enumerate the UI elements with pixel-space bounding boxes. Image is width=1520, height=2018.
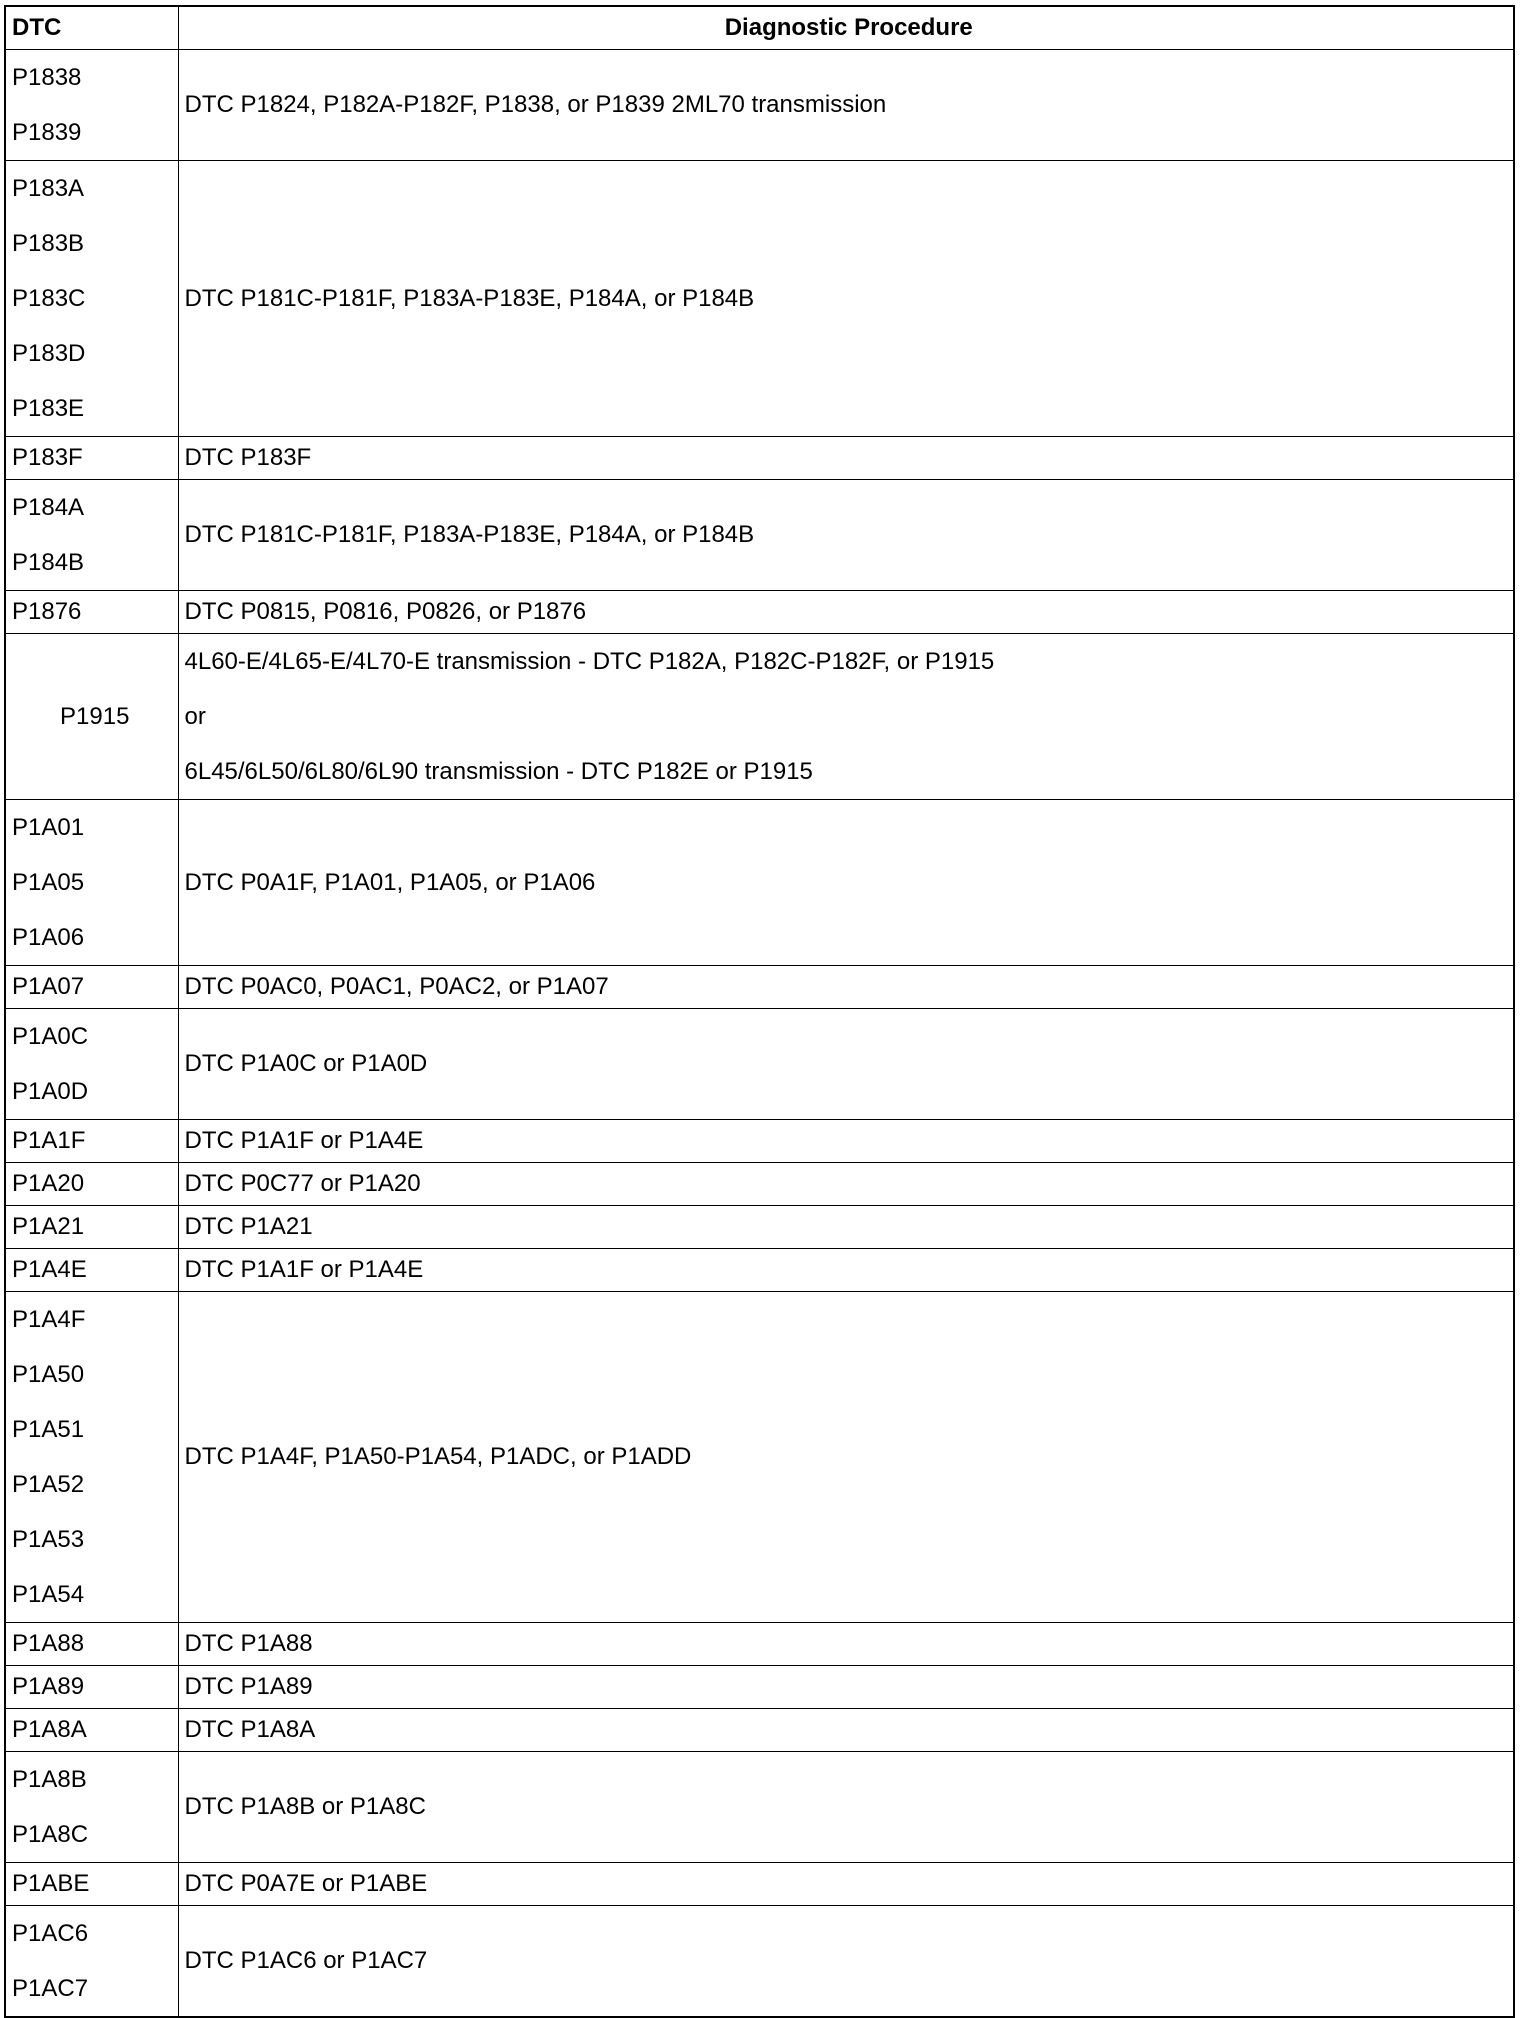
- table-row: [5, 1666, 1514, 1709]
- diagnostic-procedure-cell: [178, 591, 1514, 634]
- dtc-code: P183F: [12, 444, 83, 471]
- dtc-code-cell: [5, 634, 178, 800]
- dtc-code: P1A05: [12, 869, 85, 896]
- dtc-code: P1A88: [12, 1630, 85, 1657]
- table-row: [5, 480, 1514, 591]
- dtc-code-cell: [5, 480, 178, 591]
- dtc-code: P1915: [60, 702, 130, 730]
- table-row: [5, 1206, 1514, 1249]
- diagnostic-procedure-text: DTC P0C77 or P1A20: [184, 1170, 421, 1197]
- dtc-code: P1A52: [12, 1471, 85, 1498]
- dtc-code: P1A50: [12, 1361, 85, 1388]
- dtc-code: P183B: [12, 230, 85, 257]
- table-row: [5, 1120, 1514, 1163]
- dtc-code: P1A1F: [12, 1127, 86, 1154]
- dtc-code: P1A07: [12, 973, 85, 1000]
- dtc-code: P1AC7: [12, 1975, 89, 2002]
- dtc-code-cell: [5, 1863, 178, 1906]
- dtc-code: P184A: [12, 494, 85, 521]
- diagnostic-procedure-text: DTC P1A1F or P1A4E: [184, 1127, 424, 1154]
- diagnostic-procedure-cell: [178, 50, 1514, 161]
- dtc-code-cell: [5, 1120, 178, 1163]
- diagnostic-procedure-cell: [178, 1666, 1514, 1709]
- dtc-code: P1A4F: [12, 1306, 86, 1333]
- dtc-code-cell: [5, 966, 178, 1009]
- diagnostic-procedure-text: DTC P1A89: [184, 1673, 313, 1700]
- procedure-column-header: Diagnostic Procedure: [178, 6, 1514, 50]
- diagnostic-procedure-cell: [178, 966, 1514, 1009]
- diagnostic-procedure-cell: [178, 1249, 1514, 1292]
- diagnostic-procedure-cell: [178, 1120, 1514, 1163]
- dtc-code: P1838: [12, 64, 82, 91]
- diagnostic-procedure-text: DTC P0815, P0816, P0826, or P1876: [184, 598, 587, 625]
- diagnostic-procedure-text: DTC P1A8B or P1A8C: [184, 1793, 426, 1820]
- dtc-code-cell: [5, 591, 178, 634]
- diagnostic-procedure-text: DTC P1A8A: [184, 1716, 316, 1743]
- dtc-code: P1A0C: [12, 1023, 89, 1050]
- diagnostic-procedure-text: DTC P181C-P181F, P183A-P183E, P184A, or P184B: [184, 521, 755, 548]
- dtc-code: P1A20: [12, 1170, 85, 1197]
- diagnostic-procedure-cell: [178, 1906, 1514, 2018]
- dtc-code-cell: [5, 1623, 178, 1666]
- diagnostic-procedure-cell: [178, 1709, 1514, 1752]
- diagnostic-procedure-cell: [178, 1163, 1514, 1206]
- diagnostic-procedure-text: DTC P1A4F, P1A50-P1A54, P1ADC, or P1ADD: [184, 1443, 692, 1470]
- dtc-code-cell: [5, 1009, 178, 1120]
- dtc-code: P1A89: [12, 1673, 85, 1700]
- dtc-code-cell: [5, 1206, 178, 1249]
- diagnostic-procedure-text: DTC P1A21: [184, 1213, 313, 1240]
- dtc-code-cell: [5, 437, 178, 480]
- dtc-code: P184B: [12, 549, 85, 576]
- diagnostic-procedure-text: DTC P183F: [184, 444, 312, 471]
- diagnostic-procedure-cell: [178, 1009, 1514, 1120]
- dtc-code-cell: [5, 1709, 178, 1752]
- dtc-code-cell: [5, 1666, 178, 1709]
- dtc-code: P183C: [12, 285, 86, 312]
- diagnostic-procedure-text: or: [184, 703, 206, 730]
- dtc-code-cell: [5, 1292, 178, 1623]
- table-row: [5, 591, 1514, 634]
- dtc-code: P1A06: [12, 924, 85, 951]
- table-row: [5, 966, 1514, 1009]
- table-row: [5, 634, 1514, 800]
- table-row: [5, 1292, 1514, 1623]
- dtc-code: P1A01: [12, 814, 85, 841]
- dtc-code-cell: [5, 50, 178, 161]
- dtc-code: P1A51: [12, 1416, 85, 1443]
- diagnostic-procedure-text: DTC P0A7E or P1ABE: [184, 1870, 428, 1897]
- table-header-row: [5, 6, 1514, 50]
- dtc-code: P1A8B: [12, 1766, 87, 1793]
- table-row: [5, 1623, 1514, 1666]
- diagnostic-procedure-text: DTC P1A0C or P1A0D: [184, 1050, 428, 1077]
- dtc-code: P1A8A: [12, 1716, 87, 1743]
- diagnostic-procedure-text: DTC P0A1F, P1A01, P1A05, or P1A06: [184, 868, 596, 896]
- dtc-code: P1876: [12, 598, 82, 625]
- table-row: [5, 1249, 1514, 1292]
- diagnostic-procedure-text: DTC P1A88: [184, 1630, 313, 1657]
- table-row: [5, 1863, 1514, 1906]
- dtc-code: P1ABE: [12, 1870, 90, 1897]
- diagnostic-procedure-text: DTC P1AC6 or P1AC7: [184, 1947, 428, 1974]
- diagnostic-procedure-cell: [178, 480, 1514, 591]
- dtc-code-cell: [5, 1249, 178, 1292]
- dtc-code: P183D: [12, 340, 86, 367]
- dtc-code: P1A21: [12, 1213, 85, 1240]
- dtc-code-cell: [5, 1752, 178, 1863]
- diagnostic-procedure-cell: [178, 1292, 1514, 1623]
- dtc-code-cell: [5, 161, 178, 437]
- table-row: [5, 161, 1514, 437]
- table-row: [5, 1709, 1514, 1752]
- table-body: [5, 50, 1514, 2018]
- table-row: [5, 50, 1514, 161]
- diagnostic-procedure-cell: [178, 1752, 1514, 1863]
- diagnostic-procedure-text: DTC P181C-P181F, P183A-P183E, P184A, or P184B: [184, 284, 755, 312]
- dtc-code: P183A: [12, 175, 85, 202]
- dtc-code: P1A54: [12, 1581, 85, 1608]
- table-row: [5, 1752, 1514, 1863]
- diagnostic-procedure-cell: [178, 634, 1514, 800]
- diagnostic-procedure-text: DTC P0AC0, P0AC1, P0AC2, or P1A07: [184, 973, 609, 1000]
- table-row: [5, 1009, 1514, 1120]
- table-row: [5, 1163, 1514, 1206]
- diagnostic-procedure-text: DTC P1824, P182A-P182F, P1838, or P1839 2ML70 transmission: [184, 91, 887, 118]
- dtc-code: P1A8C: [12, 1821, 89, 1848]
- dtc-code-cell: [5, 1163, 178, 1206]
- diagnostic-procedure-text: DTC P1A1F or P1A4E: [184, 1256, 424, 1283]
- dtc-code: P1A4E: [12, 1256, 87, 1283]
- diagnostic-procedure-cell: [178, 161, 1514, 437]
- diagnostic-procedure-text: 4L60-E/4L65-E/4L70-E transmission - DTC P182A, P182C-P182F, or P1915: [184, 648, 995, 675]
- table-row: [5, 800, 1514, 966]
- dtc-code-cell: [5, 1906, 178, 2018]
- dtc-procedure-table: [4, 5, 1515, 2018]
- dtc-code-cell: [5, 800, 178, 966]
- dtc-code: P1A0D: [12, 1078, 89, 1105]
- dtc-code: P1839: [12, 119, 82, 146]
- table-row: [5, 1906, 1514, 2018]
- table-row: [5, 437, 1514, 480]
- diagnostic-procedure-text: 6L45/6L50/6L80/6L90 transmission - DTC P182E or P1915: [184, 758, 813, 785]
- diagnostic-procedure-cell: [178, 1206, 1514, 1249]
- diagnostic-procedure-cell: [178, 437, 1514, 480]
- dtc-column-header: DTC: [5, 6, 178, 50]
- diagnostic-procedure-cell: [178, 800, 1514, 966]
- dtc-code: P183E: [12, 395, 85, 422]
- diagnostic-procedure-cell: [178, 1863, 1514, 1906]
- dtc-code: P1AC6: [12, 1920, 89, 1947]
- diagnostic-procedure-cell: [178, 1623, 1514, 1666]
- dtc-code: P1A53: [12, 1526, 85, 1553]
